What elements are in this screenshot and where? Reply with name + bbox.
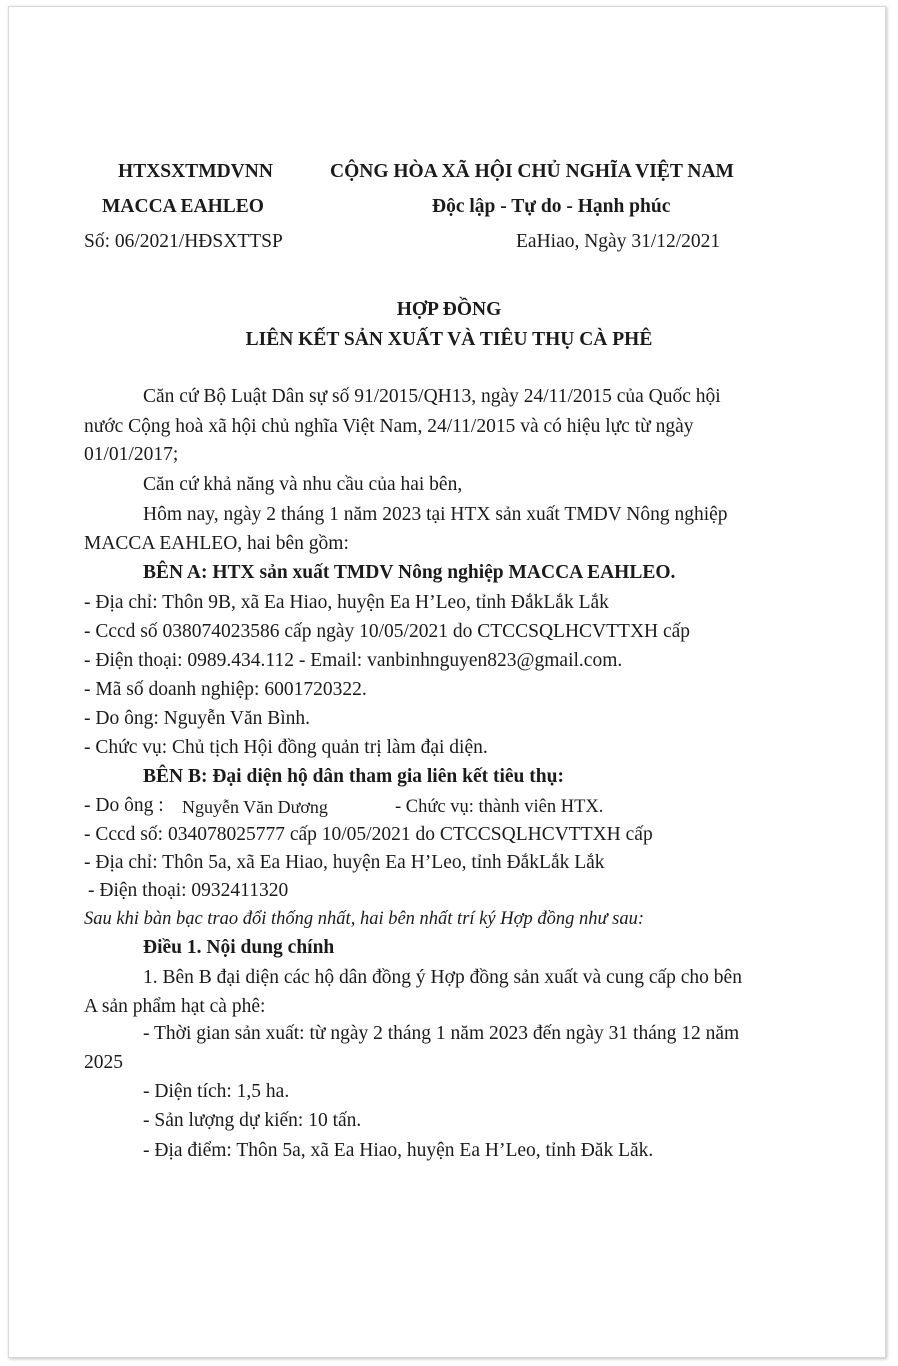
article-1-item-1-line1: 1. Bên B đại diện các hộ dân đồng ý Hợp đồng sản xuất và cung cấp cho bên [143,967,742,988]
party-a-tax-code: - Mã số doanh nghiệp: 6001720322. [84,679,367,700]
org-name-line2: MACCA EAHLEO [102,196,264,217]
party-a-heading: BÊN A: HTX sản xuất TMDV Nông nghiệp MACCA EAHLEO. [143,562,676,583]
party-b-phone: - Điện thoại: 0932411320 [88,880,289,901]
article-1-period-line1: - Thời gian sản xuất: từ ngày 2 tháng 1 năm 2023 đến ngày 31 tháng 12 năm [143,1023,740,1044]
party-b-representative-label: - Do ông : [84,795,164,816]
party-b-id-card: - Cccd số: 034078025777 cấp 10/05/2021 do CTCCSQLHCVTTXH cấp [84,824,653,845]
national-motto: Độc lập - Tự do - Hạnh phúc [432,196,671,217]
place-and-date: EaHiao, Ngày 31/12/2021 [516,231,721,252]
party-b-representative-name: Nguyễn Văn Dương [182,797,328,817]
org-name-line1: HTXSXTMDVNN [118,161,273,182]
party-b-position: - Chức vụ: thành viên HTX. [395,797,604,817]
meeting-date-line2: MACCA EAHLEO, hai bên gồm: [84,533,349,554]
party-a-position: - Chức vụ: Chủ tịch Hội đồng quản trị làm đại diện. [84,737,488,758]
basis-ability: Căn cứ khả năng và nhu cầu của hai bên, [143,474,463,495]
meeting-date-line1: Hôm nay, ngày 2 tháng 1 năm 2023 tại HTX sản xuất TMDV Nông nghiệp [143,504,728,525]
party-a-phone-email: - Điện thoại: 0989.434.112 - Email: vanbinhnguyen823@gmail.com. [84,650,623,671]
article-1-item-1-line2: A sản phẩm hạt cà phê: [84,996,266,1017]
article-1-heading: Điều 1. Nội dung chính [143,937,335,958]
agreement-intro: Sau khi bàn bạc trao đổi thống nhất, hai bên nhất trí ký Hợp đồng như sau: [84,909,645,929]
basis-law-line3: 01/01/2017; [84,444,179,465]
contract-title: HỢP ĐỒNG [396,299,502,320]
article-1-period-line2: 2025 [84,1052,123,1073]
article-1-area: - Diện tích: 1,5 ha. [143,1081,290,1102]
party-b-address: - Địa chỉ: Thôn 5a, xã Ea Hiao, huyện Ea H’Leo, tỉnh ĐắkLắk Lắk [84,852,605,873]
national-title: CỘNG HÒA XÃ HỘI CHỦ NGHĨA VIỆT NAM [330,161,734,182]
contract-subtitle: LIÊN KẾT SẢN XUẤT VÀ TIÊU THỤ CÀ PHÊ [245,329,653,350]
basis-law-line2: nước Cộng hoà xã hội chủ nghĩa Việt Nam, 24/11/2015 và có hiệu lực từ ngày [84,416,694,437]
article-1-output: - Sản lượng dự kiến: 10 tấn. [143,1110,362,1131]
party-a-id-card: - Cccd số 038074023586 cấp ngày 10/05/2021 do CTCCSQLHCVTTXH cấp [84,621,691,642]
party-b-heading: BÊN B: Đại diện hộ dân tham gia liên kết tiêu thụ: [143,766,564,787]
party-a-address: - Địa chỉ: Thôn 9B, xã Ea Hiao, huyện Ea H’Leo, tỉnh ĐắkLắk Lắk [84,592,609,613]
document-number: Số: 06/2021/HĐSXTTSP [84,231,283,252]
party-a-representative: - Do ông: Nguyễn Văn Bình. [84,708,311,729]
basis-law-line1: Căn cứ Bộ Luật Dân sự số 91/2015/QH13, ngày 24/11/2015 của Quốc hội [143,386,721,407]
article-1-location: - Địa điểm: Thôn 5a, xã Ea Hiao, huyện Ea H’Leo, tỉnh Đăk Lăk. [143,1140,654,1161]
